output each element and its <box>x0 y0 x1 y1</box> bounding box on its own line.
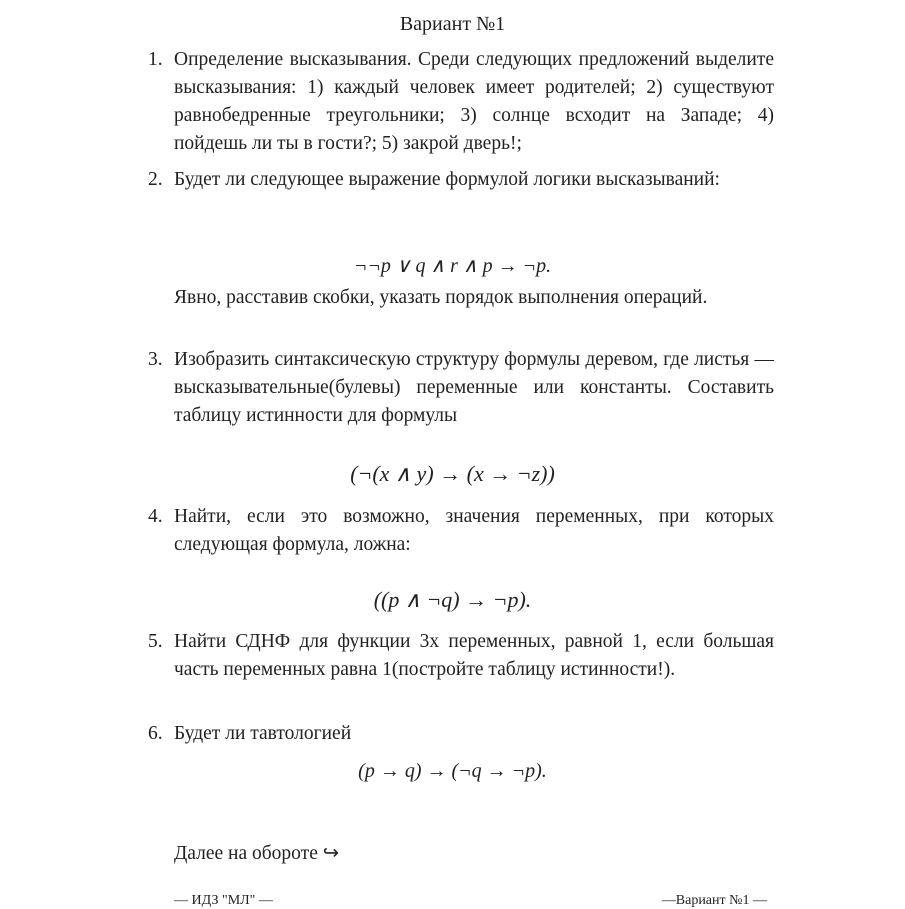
page-title: Вариант №1 <box>399 13 506 35</box>
task-text: Найти, если это возможно, значения переменных, при которых следующая формула, ложна: <box>174 506 774 555</box>
task-text: Изобразить синтаксическую структуру формулы деревом, где листья — высказывательные(булевы) переменные или константы. Составить таблицу истинности для формулы <box>174 349 774 426</box>
task-5 <box>148 628 774 684</box>
task-3 <box>148 346 774 430</box>
turn-page-note: Далее на обороте ↪ <box>174 843 340 864</box>
task-2 <box>148 166 774 194</box>
task-note: Явно, расставив скобки, указать порядок выполнения операций. <box>174 287 708 308</box>
task-1 <box>148 46 774 158</box>
task-text: Определение высказывания. Среди следующих предложений выделите высказывания: 1) каждый человек имеет родителей; 2) существуют равнобедренные треугольники; 3) солнце всходит на Западе; 4) пойдешь ли ты в гости?; 5) закрой дверь!; <box>174 49 774 154</box>
task-number: 4. <box>148 506 163 527</box>
formula: (p → q) → (¬q → ¬p). <box>358 760 547 782</box>
task-number: 2. <box>148 169 163 190</box>
task-4 <box>148 503 774 559</box>
footer-left: — ИДЗ "МЛ" — <box>174 893 273 908</box>
task-text: Будет ли следующее выражение формулой логики высказываний: <box>174 169 720 190</box>
task-number: 1. <box>148 49 163 70</box>
formula: ((p ∧ ¬q) → ¬p). <box>373 587 532 612</box>
task-number: 3. <box>148 349 163 370</box>
task-text: Будет ли тавтологией <box>174 723 352 744</box>
footer-right: —Вариант №1 — <box>661 893 767 908</box>
task-number: 6. <box>148 723 163 744</box>
formula: (¬(x ∧ y) → (x → ¬z)) <box>350 461 555 486</box>
task-number: 5. <box>148 631 163 652</box>
formula: ¬¬p ∨ q ∧ r ∧ p → ¬p. <box>353 255 552 277</box>
task-6 <box>148 720 774 748</box>
task-text: Найти СДНФ для функции 3х переменных, равной 1, если большая часть переменных равна 1(постройте таблицу истинности!). <box>174 631 774 680</box>
